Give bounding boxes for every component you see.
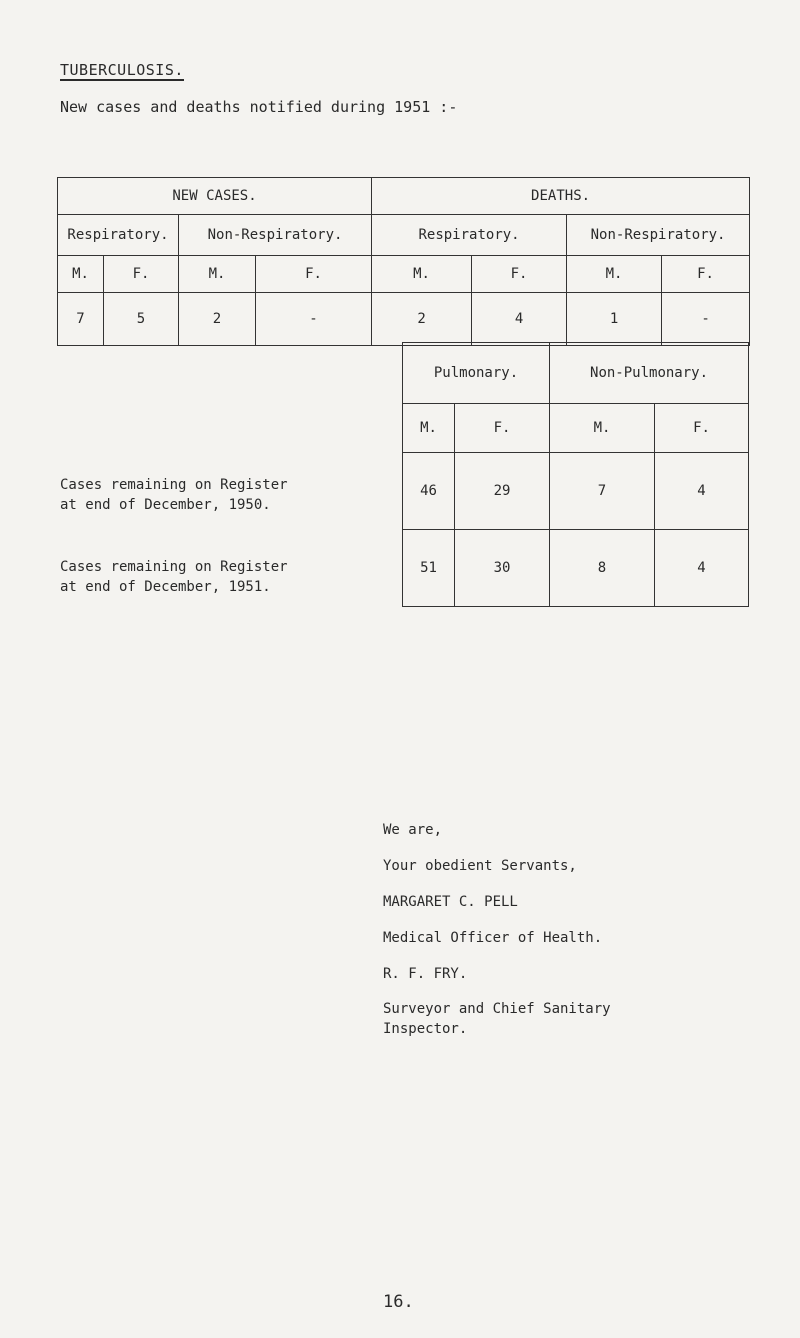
- table-cell: 46: [403, 453, 455, 530]
- signatory-role: Inspector.: [383, 1021, 468, 1037]
- table-cell: 4: [655, 530, 749, 607]
- notifications-table: [57, 177, 750, 346]
- deaths-header: DEATHS.: [372, 178, 750, 215]
- table-cell: -: [662, 293, 750, 346]
- group-header: Pulmonary.: [403, 343, 550, 404]
- sex-header: M.: [58, 256, 104, 293]
- table-cell: 5: [104, 293, 179, 346]
- table-cell: 7: [550, 453, 655, 530]
- table-cell: 1: [567, 293, 662, 346]
- new-cases-header: NEW CASES.: [58, 178, 372, 215]
- group-header: Non-Respiratory.: [567, 215, 750, 256]
- signatory-role: Medical Officer of Health.: [383, 930, 603, 946]
- group-header: Respiratory.: [372, 215, 567, 256]
- table-cell: 7: [58, 293, 104, 346]
- sex-header: M.: [372, 256, 472, 293]
- page-number: 16.: [383, 1292, 414, 1312]
- sex-header: F.: [662, 256, 750, 293]
- signature-line: Your obedient Servants,: [383, 858, 577, 874]
- sex-header: F.: [655, 404, 749, 453]
- table-cell: 51: [403, 530, 455, 607]
- signatory-name: MARGARET C. PELL: [383, 894, 518, 910]
- group-header: Non-Respiratory.: [179, 215, 372, 256]
- table-cell: 4: [472, 293, 567, 346]
- signatory-role: Surveyor and Chief Sanitary: [383, 1001, 611, 1017]
- sex-header: F.: [104, 256, 179, 293]
- sex-header: M.: [179, 256, 256, 293]
- signatory-name: R. F. FRY.: [383, 966, 468, 982]
- table-cell: 8: [550, 530, 655, 607]
- table-cell: 30: [455, 530, 550, 607]
- register-row-label: Cases remaining on Register at end of December, 1950.: [60, 477, 288, 513]
- group-header: Respiratory.: [58, 215, 179, 256]
- sex-header: M.: [403, 404, 455, 453]
- page-subtitle: New cases and deaths notified during 1951 :-: [60, 98, 458, 116]
- sex-header: M.: [550, 404, 655, 453]
- table-cell: 29: [455, 453, 550, 530]
- group-header: Non-Pulmonary.: [550, 343, 749, 404]
- closing: We are,: [383, 822, 443, 838]
- sex-header: M.: [567, 256, 662, 293]
- page-title: TUBERCULOSIS.: [60, 61, 184, 79]
- sex-header: F.: [472, 256, 567, 293]
- table-cell: 4: [655, 453, 749, 530]
- sex-header: F.: [455, 404, 550, 453]
- table-cell: 2: [179, 293, 256, 346]
- register-table: [402, 342, 749, 607]
- table-cell: -: [256, 293, 372, 346]
- register-row-label: Cases remaining on Register at end of December, 1951.: [60, 559, 288, 595]
- sex-header: F.: [256, 256, 372, 293]
- table-cell: 2: [372, 293, 472, 346]
